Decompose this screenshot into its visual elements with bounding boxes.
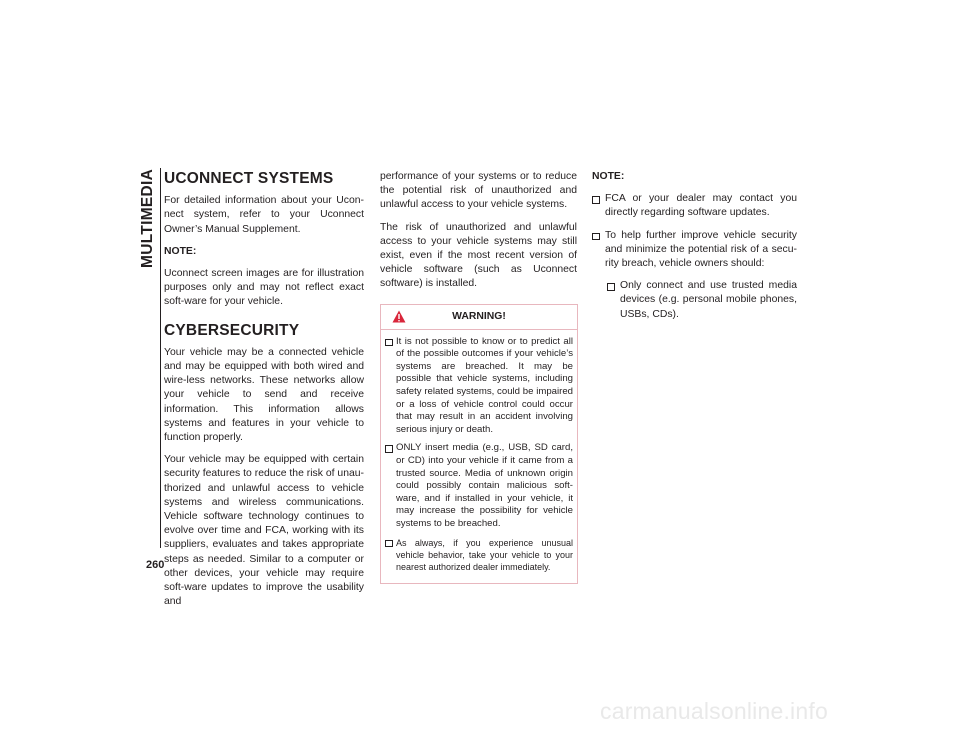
note-sub-item [607, 279, 797, 322]
warning-item [385, 537, 573, 573]
warning-box [380, 304, 578, 584]
section-tab [136, 168, 160, 268]
note-label: NOTE: [164, 245, 197, 257]
bullet-box-icon [385, 339, 393, 347]
heading-cybersecurity: CYBERSECURITY [164, 321, 300, 339]
page-number: 260 [146, 559, 165, 571]
note-item-text: FCA or your dealer may contact you directly regarding software updates. [605, 193, 797, 219]
paragraph: performance of your systems or to reduce the potential risk of unauthorized and unlawful access to your vehicle systems. [380, 171, 577, 211]
bullet-box-icon [592, 233, 600, 241]
section-divider [160, 168, 161, 548]
warning-title: WARNING! [452, 310, 506, 322]
paragraph: The risk of unauthorized and unlawful access to your vehicle systems may still exist, even if the most recent version of vehicle software (such as Uconnect software) is installed. [380, 221, 577, 290]
paragraph: Your vehicle may be equipped with certain security features to reduce the risk of unau-thorized and unlawful access to vehicle systems and wireless communications. Vehicle software technology continues to evolve over time and FCA, working with its suppliers, evaluates and takes appropriate steps as needed. Similar to a computer or other devices, your vehicle may require soft-ware updates to improve the usability and [164, 454, 364, 608]
warning-item [385, 336, 573, 437]
note-label: NOTE: [592, 171, 625, 182]
section-tab-label: MULTIMEDIA [139, 168, 156, 268]
bullet-box-icon [607, 283, 615, 291]
note-sub-item-text: Only connect and use trusted media devices (e.g. personal mobile phones, USBs, CDs). [620, 280, 797, 320]
warning-body [381, 330, 577, 583]
bullet-box-icon [385, 445, 393, 453]
bullet-box-icon [592, 196, 600, 204]
watermark: carmanualsonline.info [600, 698, 828, 724]
note-text: Uconnect screen images are for illustration purposes only and may not reflect exact soft-ware for your vehicle. [164, 268, 364, 308]
column-1 [164, 170, 364, 617]
warning-item-text: As always, if you experience unusual vehicle behavior, take your vehicle to your nearest authorized dealer immediately. [396, 537, 573, 572]
note-item-text: To help further improve vehicle security and minimize the potential risk of a secu-rity breach, vehicle owners should: [605, 229, 797, 270]
heading-uconnect-systems: UCONNECT SYSTEMS [164, 170, 334, 187]
note-item [592, 192, 797, 220]
paragraph: For detailed information about your Ucon-nect system, refer to your Uconnect Owner’s Manual Supplement. [164, 195, 364, 235]
column-3 [592, 170, 797, 330]
column-2 [380, 170, 577, 584]
warning-header [381, 305, 577, 330]
bullet-box-icon [385, 540, 393, 548]
warning-triangle-icon [392, 310, 406, 323]
warning-item-text: ONLY insert media (e.g., USB, SD card, or CD) into your vehicle if it came from a trusted source. Media of unknown origin could possibly contain malicious soft-ware, and if installed in your vehicle, it may increase the possibility for vehicle systems to be breached. [396, 442, 573, 529]
warning-item-text: It is not possible to know or to predict all of the possible outcomes if your vehicle’s systems are breached. It may be possible that vehicle systems, including safety related systems, could be impaired or a loss of vehicle control could occur that may result in an accident involving serious injury or death. [396, 335, 573, 435]
warning-item [385, 442, 573, 530]
paragraph: Your vehicle may be a connected vehicle and may be equipped with both wired and wire-less networks. These networks allow your vehicle to send and receive information. This information allows systems and features in your vehicle to function properly. [164, 346, 364, 444]
note-item [592, 229, 797, 272]
